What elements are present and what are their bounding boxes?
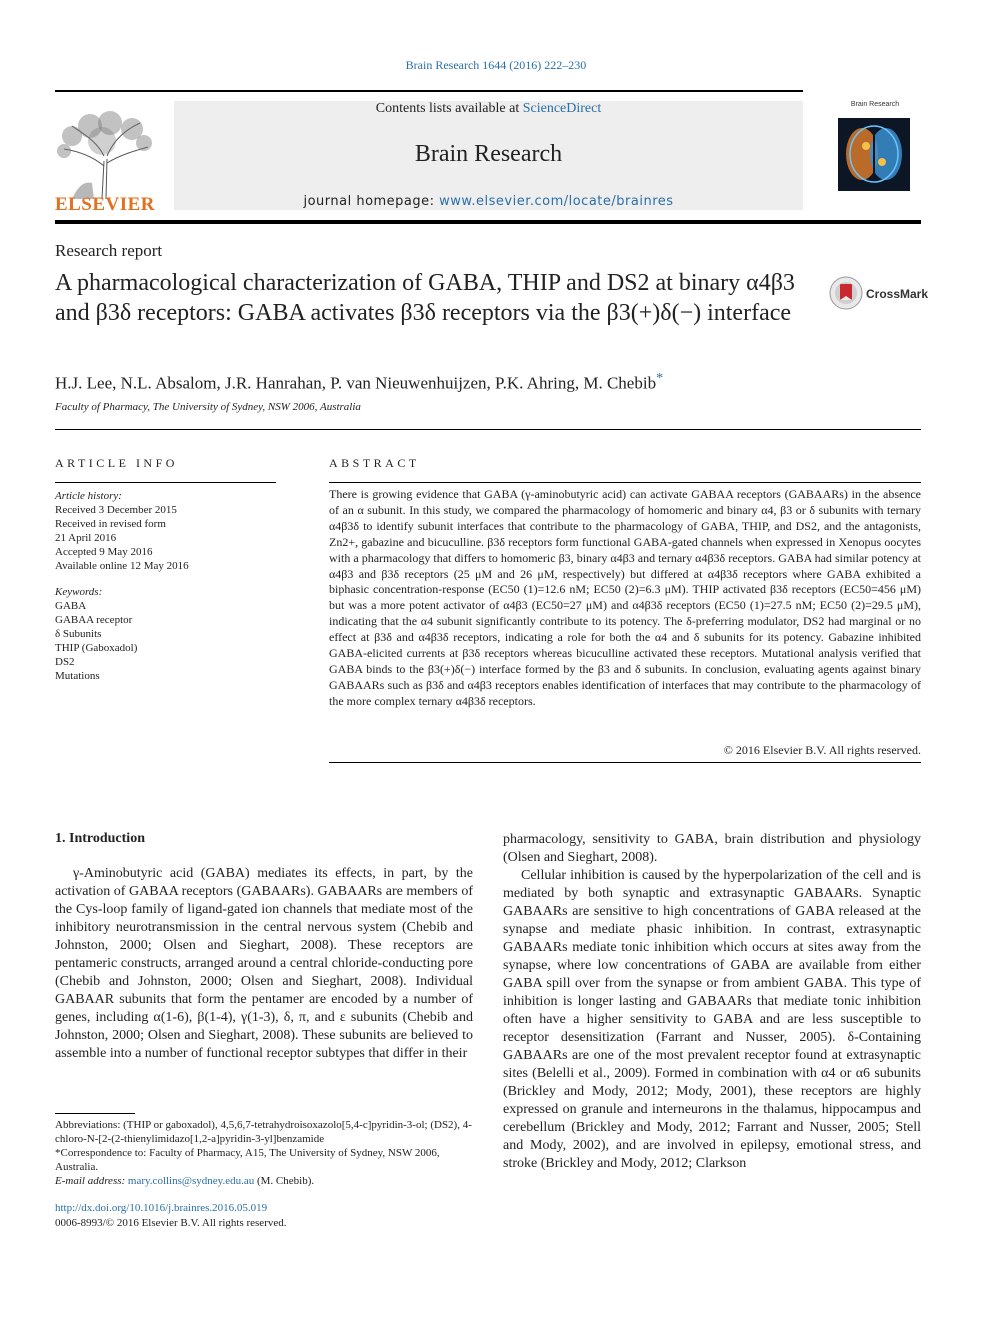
abstract-text: There is growing evidence that GABA (γ-aminobutyric acid) can activate GABAA receptors (GABAARs) in the absence of an α subunit. In this study, we compared the pharmacology of homomeric and binary α4, β3 or δ subunits with ternary α4β3δ to identify subunit interfaces that contribute to the pharmacology of GABA, THIP, and DS2, and the antagonists, Zn2+, gabazine and bicuculline. β3δ receptors form functional GABA-gated channels when expressed in Xenopus oocytes with a pharmacology that differs to homomeric β3, binary α4β3 and ternary α4β3δ receptors. GABA had similar potency at α4β3 and β3δ receptors (25 μM and 26 μM, respectively) but differed at α4β3δ receptors where GABA exhibited a biphasic concentration-response (EC50 (1)=12.6 nM; EC50 (2)=6.3 μM). THIP activated β3δ receptors (EC50=456 μM) but was a more potent activator of α4β3 (EC50=27 μM) and α4β3δ receptors (EC50 (1)=27.5 nM; EC50 (2)=29.5 μM), indicating that the α4 subunit significantly contribute to its potency. The δ-preferring modulator, DS2 had marginal or no effect at β3δ and α4β3δ receptors, indicating a role for both the α4 and δ subunits for its potency. Gabazine inhibited GABA-elicited currents at β3δ receptors whereas bicuculline activated these receptors. Mutational analysis verified that GABA binds to the β3(+)δ(−) interface formed by the β3 and δ subunits. In conclusion, evaluating agents against binary GABAARs such as β3δ and α4β3 receptors enables identification of interfaces that may contribute to the pharmacology of the more complex ternary α4β3δ receptors. [329, 487, 921, 708]
header-bottom-rule [55, 220, 921, 224]
intro-paragraph: pharmacology, sensitivity to GABA, brain distribution and physiology (Olsen and Sieghart, 2008). [503, 832, 921, 865]
homepage-prefix: journal homepage: [303, 194, 440, 209]
history-item: 21 April 2016 [55, 532, 117, 544]
journal-name: Brain Research [414, 141, 563, 167]
email-link[interactable]: mary.collins@sydney.edu.au [127, 1175, 255, 1187]
elsevier-wordmark: ELSEVIER [54, 194, 156, 215]
footnote-rule [55, 1113, 135, 1114]
abstract-bottom-rule [329, 762, 921, 763]
keyword-item: DS2 [55, 656, 75, 668]
abstract-heading: ABSTRACT [329, 456, 420, 470]
article-type: Research report [55, 241, 163, 260]
crossmark-icon[interactable] [829, 276, 863, 310]
doi-link[interactable]: http://dx.doi.org/10.1016/j.brainres.2016.05.019 [55, 1202, 268, 1214]
history-item: Accepted 9 May 2016 [55, 546, 153, 558]
keyword-item: THIP (Gaboxadol) [55, 642, 138, 654]
journal-cover-image [838, 118, 910, 191]
email-footnote [55, 1174, 473, 1188]
keyword-item: Mutations [55, 670, 100, 682]
cover-title: Brain Research [850, 101, 900, 108]
affiliation: Faculty of Pharmacy, The University of Sydney, NSW 2006, Australia [55, 401, 361, 413]
article-title: A pharmacological characterization of GABA, THIP and DS2 at binary α4β3 and β3δ receptors: GABA activates β3δ receptors via the β3(+)δ(−) interface [55, 270, 795, 326]
abstract-copyright: © 2016 Elsevier B.V. All rights reserved. [723, 743, 921, 757]
crossmark-label[interactable]: CrossMark [866, 287, 929, 301]
history-item: Available online 12 May 2016 [55, 560, 189, 572]
keyword-item: GABAA receptor [55, 614, 133, 626]
intro-column-right [503, 831, 921, 1173]
article-info-heading: ARTICLE INFO [55, 456, 178, 470]
intro-paragraph: Cellular inhibition is caused by the hyperpolarization of the cell and is mediated by both synaptic and extrasynaptic GABAARs. Synaptic GABAARs are sensitive to high concentrations of GABA released at the synapse and mediate phasic inhibition. In contrast, extrasynaptic GABAARs mediate tonic inhibition which occurs at sites away from the synapse, where low concentrations of GABA are available from either GABA spill over from the synapse or from ambient GABA. This type of inhibition is longer lasting and GABAARs that mediate tonic inhibition often have a higher sensitivity to GABA and are less susceptible to receptor desensitization (Farrant and Nusser, 2005). δ-Containing GABAARs are one of the most prevalent receptor found at extrasynaptic sites (Belelli et al., 2009). Formed in combination with α4 or α6 subunits (Brickley and Mody, 2012; Mody, 2001), these receptors are highly expressed on granule and interneurons in the thalamus, hippocampus and cerebellum (Brickley and Mody, 2012; Farrant and Nusser, 2005; Stell and Mody, 2002), and are involved in epilepsy, emotional stress, and stroke (Brickley and Mody, 2012; Clarkson [503, 868, 921, 1171]
header-top-rule [55, 90, 803, 92]
history-item: Received 3 December 2015 [55, 504, 177, 516]
contents-prefix: Contents lists available at [375, 101, 523, 116]
corresponding-author-mark[interactable]: * [656, 370, 664, 386]
keywords-label: Keywords: [55, 586, 103, 598]
contents-line [174, 101, 803, 117]
history-item: Received in revised form [55, 518, 166, 530]
author-list [55, 370, 663, 394]
journal-citation[interactable]: Brain Research 1644 (2016) 222–230 [405, 58, 587, 72]
article-info-rule [55, 482, 276, 483]
history-label: Article history: [55, 490, 122, 502]
email-suffix: (M. Chebib). [254, 1175, 315, 1187]
correspondence-footnote: *Correspondence to: Faculty of Pharmacy, A15, The University of Sydney, NSW 2006, Australia. [55, 1147, 440, 1173]
homepage-link[interactable]: www.elsevier.com/locate/brainres [439, 194, 674, 209]
footnotes [55, 1118, 473, 1188]
keyword-item: GABA [55, 600, 87, 612]
journal-homepage [174, 194, 803, 209]
intro-paragraph: γ-Aminobutyric acid (GABA) mediates its effects, in part, by the activation of GABAA receptors (GABAARs). GABAARs are members of the Cys-loop family of ligand-gated ion channels that mediate most of the inhibitory neurotransmission in the central nervous system (Chebib and Johnston, 2000; Olsen and Sieghart, 2008). These receptors are pentameric constructs, arranged around a central chloride-conducting pore (Chebib and Johnston, 2000; Olsen and Sieghart, 2008). Individual GABAAR subunits that form the pentamer are encoded by a number of genes, including α(1-6), β(1-4), γ(1-3), δ, π, and ε subunits (Chebib and Johnston, 2000; Olsen and Sieghart, 2008). These subunits are believed to assemble into a number of functional receptor subtypes that differ in their [55, 866, 473, 1061]
abstract-rule [329, 482, 921, 483]
intro-column-left [55, 865, 473, 1063]
sciencedirect-link[interactable]: ScienceDirect [522, 101, 602, 116]
authors-text: H.J. Lee, N.L. Absalom, J.R. Hanrahan, P. van Nieuwenhuijzen, P.K. Ahring, M. Chebib [55, 373, 657, 393]
keywords [55, 585, 276, 683]
issn-line: 0006-8993/© 2016 Elsevier B.V. All rights reserved. [55, 1217, 287, 1229]
title-rule [55, 429, 921, 430]
section-heading-introduction: 1. Introduction [55, 831, 145, 846]
abbreviations-footnote: Abbreviations: (THIP or gaboxadol), 4,5,6,7-tetrahydroisoxazolo[5,4-c]pyridin-3-ol; (DS2), 4-chloro-N-[2-(2-thienylimidazo[1,2-a]pyridin-3-yl]benzamide [55, 1119, 472, 1145]
email-label: E-mail address: [55, 1175, 128, 1187]
article-history [55, 489, 276, 573]
keyword-item: δ Subunits [55, 628, 102, 640]
